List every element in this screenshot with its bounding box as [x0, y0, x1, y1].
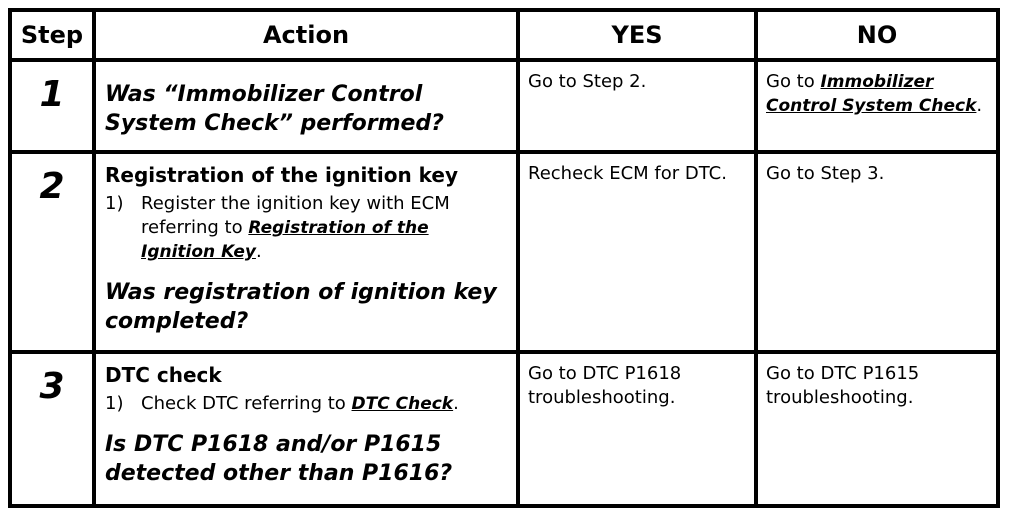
registration-link[interactable]: Registration of the Ignition Key	[141, 218, 429, 262]
no-cell: Go to Step 3.	[756, 152, 998, 352]
yes-cell: Recheck ECM for DTC.	[518, 152, 756, 352]
no-prefix: Go to	[766, 71, 821, 92]
header-step: Step	[10, 10, 94, 60]
header-action: Action	[94, 10, 518, 60]
substep-text	[141, 192, 508, 264]
action-title: DTC check	[105, 363, 222, 387]
no-suffix: .	[976, 95, 983, 116]
immobilizer-check-link[interactable]: Immobilizer Control System Check	[766, 72, 977, 116]
table-row	[10, 352, 998, 506]
question-text: Was “Immobilizer Control System Check” performed?	[105, 82, 444, 136]
action-cell	[94, 60, 518, 152]
action-substep	[105, 392, 508, 416]
table-row	[10, 60, 998, 152]
header-no: NO	[756, 10, 998, 60]
step-number: 2	[10, 152, 94, 352]
step-number: 3	[10, 352, 94, 506]
table-row	[10, 152, 998, 352]
substep-suffix: .	[255, 241, 262, 262]
question-text: Is DTC P1618 and/or P1615 detected other than P1616?	[105, 432, 453, 486]
substep-suffix: .	[453, 393, 459, 414]
action-cell	[94, 152, 518, 352]
yes-cell: Go to Step 2.	[518, 60, 756, 152]
yes-cell: Go to DTC P1618 troubleshooting.	[518, 352, 756, 506]
header-row	[10, 10, 998, 60]
diagnostic-table	[8, 8, 1000, 508]
action-substep	[105, 192, 508, 264]
step-number: 1	[10, 60, 94, 152]
substep-lead: Register the ignition key with ECM referring to	[141, 193, 450, 238]
substep-number: 1)	[105, 193, 124, 214]
no-cell	[756, 60, 998, 152]
substep-lead: Check DTC referring to	[141, 393, 352, 414]
action-title: Registration of the ignition key	[105, 163, 459, 187]
substep-number: 1)	[105, 393, 124, 414]
dtc-check-link[interactable]: DTC Check	[351, 394, 454, 414]
no-cell: Go to DTC P1615 troubleshooting.	[756, 352, 998, 506]
action-cell	[94, 352, 518, 506]
header-yes: YES	[518, 10, 756, 60]
question-text: Was registration of ignition key completed?	[105, 280, 497, 334]
substep-text	[141, 392, 459, 416]
